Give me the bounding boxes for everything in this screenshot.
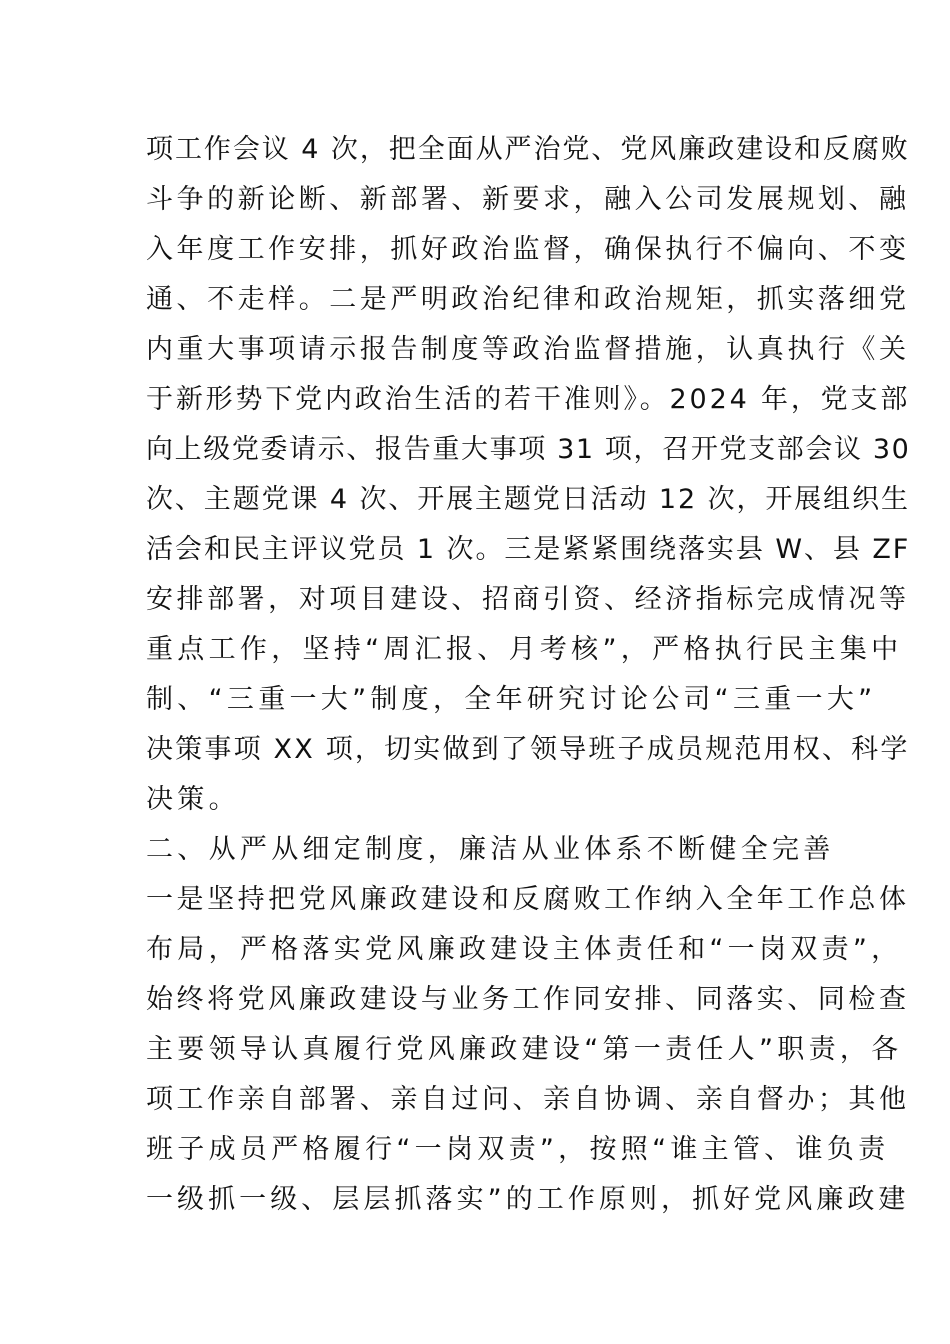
text-line: 活会和民主评议党员 1 次。三是紧紧围绕落实县 W、县 ZF xyxy=(146,534,911,565)
text-line: 于新形势下党内政治生活的若干准则》。2024 年，党支部 xyxy=(146,384,911,415)
text-line: 制、“三重一大”制度，全年研究讨论公司“三重一大” xyxy=(146,684,877,715)
text-line: 安排部署，对项目建设、招商引资、经济指标完成情况等 xyxy=(146,584,910,615)
text-line: 内重大事项请示报告制度等政治监督措施，认真执行《关 xyxy=(146,334,910,365)
text-line: 一是坚持把党风廉政建设和反腐败工作纳入全年工作总体 xyxy=(146,884,910,915)
text-line: 项工作亲自部署、亲自过问、亲自协调、亲自督办；其他 xyxy=(146,1084,910,1115)
text-line: 一级抓一级、层层抓落实”的工作原则，抓好党风廉政建 xyxy=(146,1184,910,1215)
text-line: 项工作会议 4 次，把全面从严治党、党风廉政建设和反腐败 xyxy=(146,134,910,165)
text-line: 通、不走样。二是严明政治纪律和政治规矩，抓实落细党 xyxy=(146,284,910,315)
text-line: 班子成员严格履行“一岗双责”，按照“谁主管、谁负责 xyxy=(146,1134,890,1165)
text-line: 斗争的新论断、新部署、新要求，融入公司发展规划、融 xyxy=(146,184,910,215)
text-line: 布局，严格落实党风廉政建设主体责任和“一岗双责”， xyxy=(146,934,903,965)
text-line: 决策事项 XX 项，切实做到了领导班子成员规范用权、科学 xyxy=(146,734,910,765)
text-line: 入年度工作安排，抓好政治监督，确保执行不偏向、不变 xyxy=(146,234,910,265)
text-line: 次、主题党课 4 次、开展主题党日活动 12 次，开展组织生 xyxy=(146,484,910,515)
text-line: 重点工作，坚持“周汇报、月考核”，严格执行民主集中 xyxy=(146,634,903,665)
text-line: 决策。 xyxy=(146,784,240,815)
text-line: 始终将党风廉政建设与业务工作同安排、同落实、同检查 xyxy=(146,984,910,1015)
text-line: 向上级党委请示、报告重大事项 31 项，召开党支部会议 30 xyxy=(146,434,911,465)
text-line: 主要领导认真履行党风廉政建设“第一责任人”职责，各 xyxy=(146,1034,903,1065)
section-heading: 二、从严从细定制度，廉洁从业体系不断健全完善 xyxy=(146,834,835,865)
